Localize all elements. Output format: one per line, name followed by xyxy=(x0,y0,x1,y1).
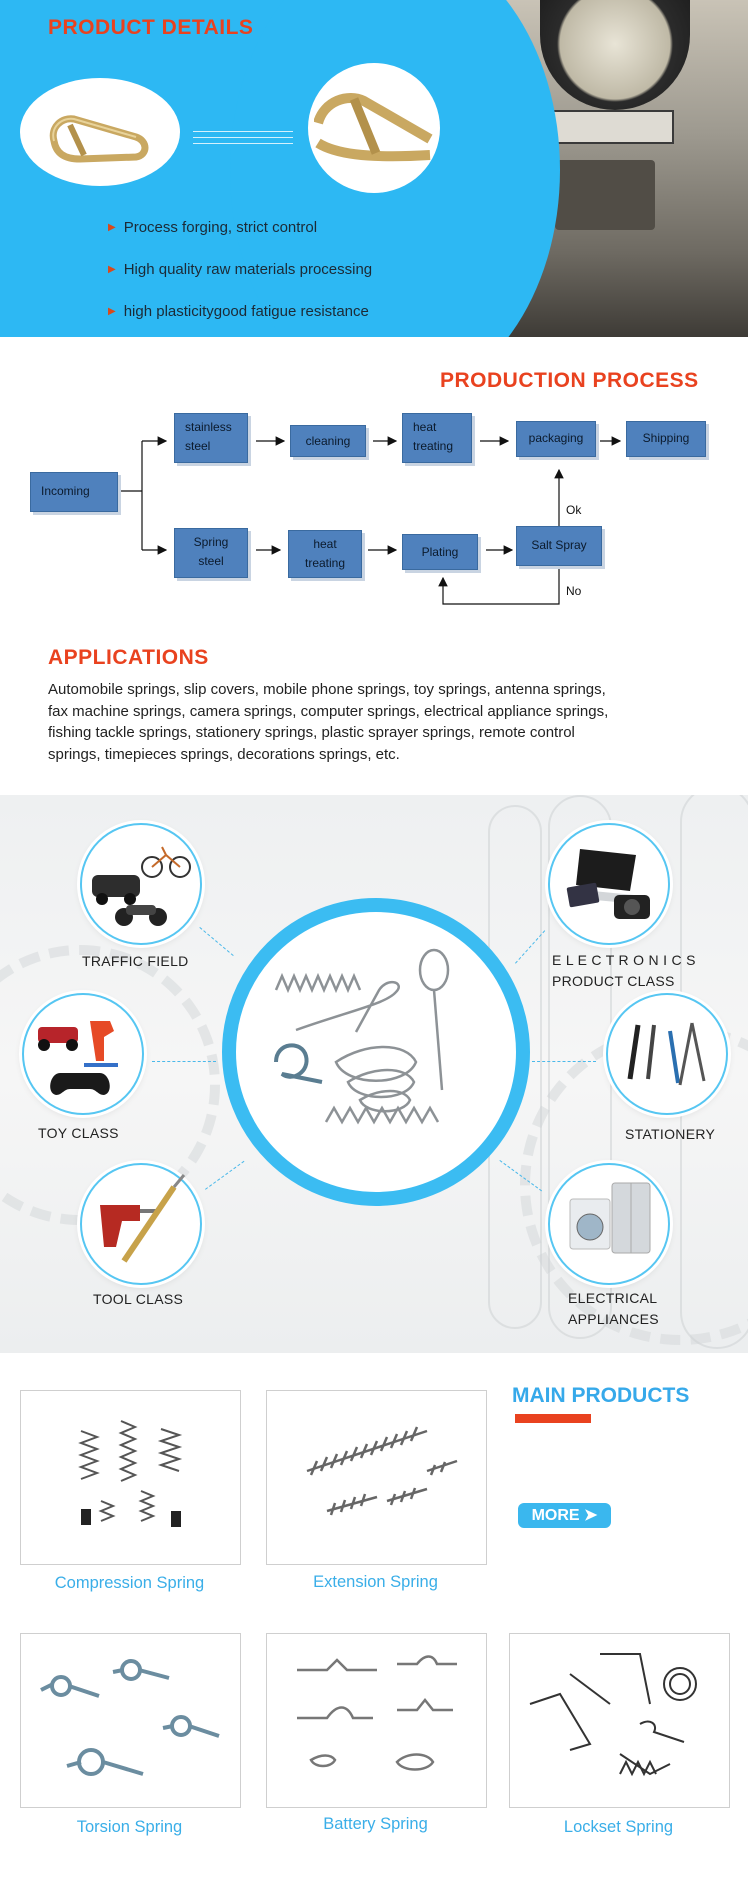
flow-ok-label: Ok xyxy=(566,503,582,517)
product-details-banner xyxy=(0,0,748,337)
compression-spring-icon xyxy=(21,1391,240,1564)
drill-screwdriver-icon xyxy=(82,1165,200,1283)
electronics-circle xyxy=(548,823,670,945)
car-bicycle-icon xyxy=(82,825,200,943)
bullet-arrow-icon: ▶ xyxy=(108,264,116,275)
divider-line xyxy=(193,143,293,144)
feature-item xyxy=(108,219,317,236)
tool-class-circle xyxy=(80,1163,202,1285)
applications-line: fishing tackle springs, stationery springs, plastic sprayer springs, remote control xyxy=(48,724,575,741)
flow-step-text: steel xyxy=(185,439,211,453)
machine-stage xyxy=(555,160,655,230)
category-label-traffic: TRAFFIC FIELD xyxy=(82,953,189,969)
category-label-toy: TOY CLASS xyxy=(38,1125,119,1141)
flow-step-stainless-steel xyxy=(174,413,248,463)
toy-class-circle xyxy=(22,993,144,1115)
product-image-lockset[interactable] xyxy=(509,1633,730,1808)
clip-photo-right xyxy=(308,63,440,193)
flow-step-salt-spray: Salt Spray xyxy=(516,526,602,566)
applications-line: springs, timepieces springs, decorations springs, etc. xyxy=(48,745,400,763)
connector-line xyxy=(199,927,233,956)
flow-step-text: treating xyxy=(413,439,454,453)
extension-spring-icon xyxy=(267,1391,486,1564)
product-image-torsion[interactable] xyxy=(20,1633,241,1808)
bullet-arrow-icon: ▶ xyxy=(108,222,116,233)
flow-step-text: heat xyxy=(413,420,437,434)
production-process-title: PRODUCTION PROCESS xyxy=(440,369,699,392)
flow-step-text: heat xyxy=(313,537,337,551)
category-label-line: E L E C T R O N I C S xyxy=(552,952,696,968)
product-name-extension[interactable]: Extension Spring xyxy=(313,1573,438,1591)
assorted-springs-icon xyxy=(236,912,516,1192)
flow-step-shipping: Shipping xyxy=(626,421,706,457)
feature-text: High quality raw materials processing xyxy=(123,261,373,278)
toy-car-gamepad-icon xyxy=(24,995,142,1113)
applications-line: Automobile springs, slip covers, mobile phone springs, toy springs, antenna springs, xyxy=(48,681,606,698)
feature-text: high plasticitygood fatigue resistance xyxy=(123,303,369,320)
springs-center-circle xyxy=(222,898,530,1206)
lockset-spring-icon xyxy=(510,1634,729,1807)
title-underline xyxy=(515,1414,591,1423)
bullet-arrow-icon: ▶ xyxy=(108,306,116,317)
category-label-line: PRODUCT CLASS xyxy=(552,973,675,989)
wire-clip-icon xyxy=(40,97,160,167)
product-details-title: PRODUCT DETAILS xyxy=(48,16,254,39)
product-name-compression[interactable]: Compression Spring xyxy=(54,1574,205,1592)
applications-description xyxy=(48,679,688,765)
wire-clip-closeup-icon xyxy=(314,83,434,173)
machine-control-panel xyxy=(540,110,674,144)
category-label-tool: TOOL CLASS xyxy=(93,1291,184,1307)
flow-step-text: steel xyxy=(198,554,224,568)
laptop-camera-icon xyxy=(550,825,668,943)
pens-compass-icon xyxy=(608,995,726,1113)
product-name-torsion[interactable]: Torsion Spring xyxy=(76,1818,183,1836)
flow-step-plating: Plating xyxy=(402,534,478,570)
torsion-spring-icon xyxy=(21,1634,240,1807)
divider-line xyxy=(193,137,293,138)
flow-step-text: stainless xyxy=(185,420,232,434)
flow-step-text: Spring xyxy=(193,535,229,549)
applications-line: fax machine springs, camera springs, computer springs, electrical appliance springs, xyxy=(48,702,609,720)
battery-spring-icon xyxy=(267,1634,486,1807)
flow-step-incoming: Incoming xyxy=(30,472,118,512)
flow-step-cleaning: cleaning xyxy=(290,425,366,457)
product-name-battery[interactable]: Battery Spring xyxy=(323,1815,428,1833)
main-products-title: MAIN PRODUCTS xyxy=(512,1384,690,1407)
clip-photo-left xyxy=(20,78,180,186)
electrical-appliances-circle xyxy=(548,1163,670,1285)
feature-item xyxy=(108,303,369,320)
category-label-line: APPLIANCES xyxy=(568,1311,659,1327)
traffic-field-circle xyxy=(80,823,202,945)
washer-fridge-icon xyxy=(550,1165,668,1283)
divider-line xyxy=(193,131,293,132)
category-label-electronics xyxy=(552,950,696,992)
flow-step-heat-treating-bottom xyxy=(288,530,362,578)
feature-text: Process forging, strict control xyxy=(123,219,318,236)
product-name-lockset[interactable]: Lockset Spring xyxy=(563,1818,674,1836)
connector-line xyxy=(152,1061,216,1062)
product-image-extension[interactable] xyxy=(266,1390,487,1565)
category-label-line: ELECTRICAL xyxy=(568,1290,658,1306)
flow-step-heat-treating-top xyxy=(402,413,472,463)
flow-step-packaging: packaging xyxy=(516,421,596,457)
product-image-battery[interactable] xyxy=(266,1633,487,1808)
more-button[interactable]: MORE ➤ xyxy=(518,1503,611,1528)
flow-step-spring-steel xyxy=(174,528,248,578)
category-label-stationery: STATIONERY xyxy=(625,1126,716,1142)
product-image-compression[interactable] xyxy=(20,1390,241,1565)
feature-item xyxy=(108,261,372,278)
application-fields-panel xyxy=(0,795,748,1353)
stationery-circle xyxy=(606,993,728,1115)
connector-line xyxy=(532,1061,596,1062)
flow-no-label: No xyxy=(566,584,582,598)
flow-step-text: treating xyxy=(304,556,346,570)
applications-title: APPLICATIONS xyxy=(48,646,209,669)
category-label-electrical xyxy=(568,1288,659,1330)
